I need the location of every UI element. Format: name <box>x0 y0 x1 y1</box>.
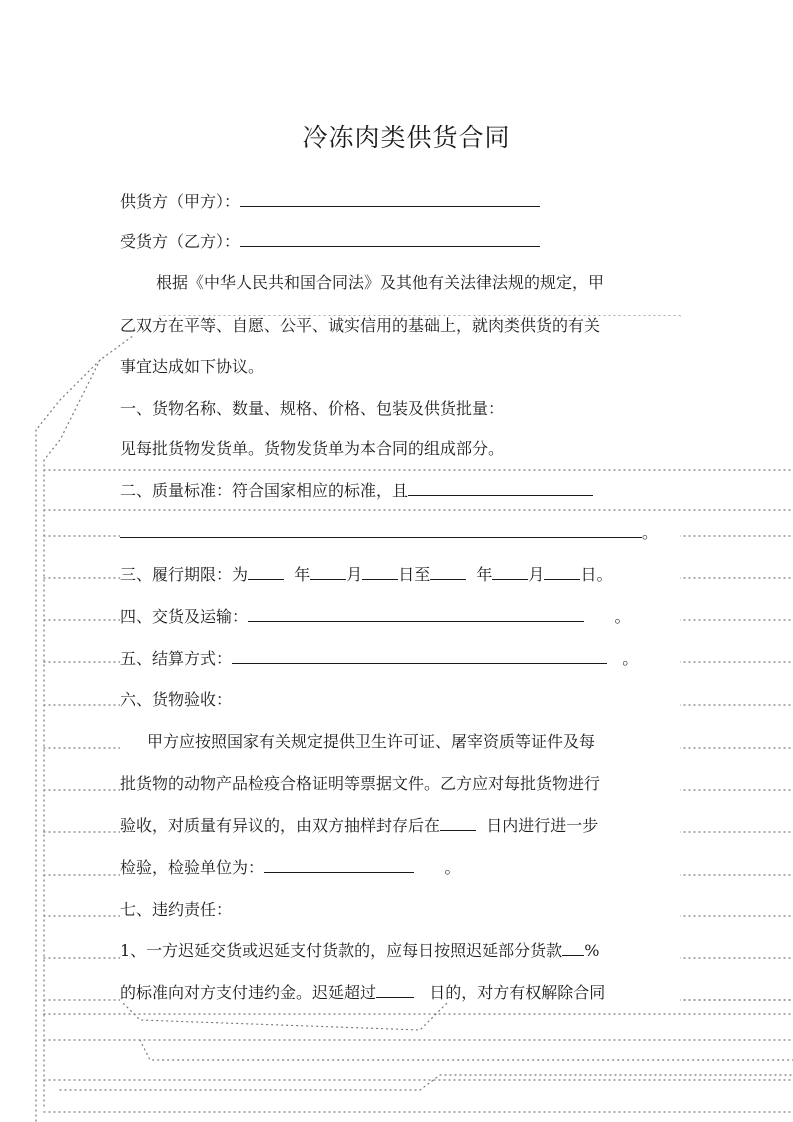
section-7-heading: 七、违约责任： <box>120 900 680 920</box>
month-label-2: 月 <box>528 565 545 584</box>
period-mark: 。 <box>444 858 461 877</box>
term-prefix: 三、履行期限：为 <box>120 565 249 584</box>
section-3-line <box>120 565 680 585</box>
section-6-line-1: 甲方应按照国家有关规定提供卫生许可证、屠宰资质等证件及每 <box>120 732 680 752</box>
delay-days-field[interactable] <box>376 983 414 998</box>
start-day-field[interactable] <box>362 565 398 580</box>
party-b-label: 受货方（乙方）： <box>120 232 241 251</box>
party-b-field[interactable] <box>240 232 540 247</box>
percent-sign: % <box>584 941 600 960</box>
section-7-line-1 <box>120 941 680 961</box>
start-month-field[interactable] <box>310 565 346 580</box>
start-year-field[interactable] <box>248 565 284 580</box>
inspection-unit-field[interactable] <box>264 858 414 873</box>
year-label: 年 <box>294 565 311 584</box>
end-day-field[interactable] <box>544 565 580 580</box>
penalty-percent-field[interactable] <box>562 941 584 956</box>
contract-title: 冷冻肉类供货合同 <box>302 123 511 152</box>
year-label-2: 年 <box>476 565 493 584</box>
section-2-continuation <box>120 523 680 543</box>
quality-standard-field-2[interactable] <box>120 523 642 538</box>
quality-standard-field[interactable] <box>408 481 593 496</box>
section-2-label: 二、质量标准：符合国家相应的标准，且 <box>120 481 409 500</box>
section-4-line <box>120 607 680 627</box>
section-7-line-2 <box>120 983 680 1003</box>
delay-text-post: 日的，对方有权解除合同 <box>429 983 606 1002</box>
day-end-label: 日。 <box>580 565 613 584</box>
section-6-line-2: 批货物的动物产品检疫合格证明等票据文件。乙方应对每批货物进行 <box>120 774 680 794</box>
month-label: 月 <box>346 565 363 584</box>
period-mark: 。 <box>642 523 659 542</box>
section-2-line <box>120 481 680 501</box>
party-a-label: 供货方（甲方）： <box>120 192 241 211</box>
party-a-field[interactable] <box>240 192 540 207</box>
delay-text-pre: 的标准向对方支付违约金。迟延超过 <box>120 983 377 1002</box>
section-4-label: 四、交货及运输： <box>120 607 249 626</box>
section-1-body: 见每批货物发货单。货物发货单为本合同的组成部分。 <box>120 439 680 459</box>
party-b-line <box>120 232 680 252</box>
inspection-text-post: 日内进行进一步 <box>486 816 599 835</box>
inspection-text-pre: 验收，对质量有异议的，由双方抽样封存后在 <box>120 816 441 835</box>
period-mark: 。 <box>614 607 631 626</box>
dotted-guide <box>120 1000 793 1030</box>
preamble-line-3: 事宜达成如下协议。 <box>120 357 680 377</box>
inspection-days-field[interactable] <box>440 816 476 831</box>
period-mark: 。 <box>622 649 639 668</box>
section-5-label: 五、结算方式： <box>120 649 233 668</box>
dotted-guide <box>60 1075 793 1090</box>
inspection-unit-label: 检验，检验单位为： <box>120 858 265 877</box>
party-a-line <box>120 192 680 212</box>
section-5-line <box>120 649 680 669</box>
delivery-field[interactable] <box>248 607 584 622</box>
preamble-line-1: 根据《中华人民共和国合同法》及其他有关法律法规的规定，甲 <box>120 273 680 293</box>
end-month-field[interactable] <box>492 565 528 580</box>
section-1-heading: 一、货物名称、数量、规格、价格、包装及供货批量： <box>120 399 680 419</box>
section-6-line-4 <box>120 858 680 878</box>
day-to-label: 日至 <box>398 565 431 584</box>
preamble-line-2: 乙双方在平等、自愿、公平、诚实信用的基础上，就肉类供货的有关 <box>120 316 680 336</box>
section-6-line-3 <box>120 816 680 836</box>
end-year-field[interactable] <box>430 565 466 580</box>
payment-method-field[interactable] <box>232 649 607 664</box>
dotted-guide <box>44 360 100 460</box>
section-6-heading: 六、货物验收： <box>120 690 680 710</box>
penalty-text: 1、一方迟延交货或迟延支付货款的，应每日按照迟延部分货款 <box>120 941 563 960</box>
dotted-guide <box>140 1040 793 1060</box>
